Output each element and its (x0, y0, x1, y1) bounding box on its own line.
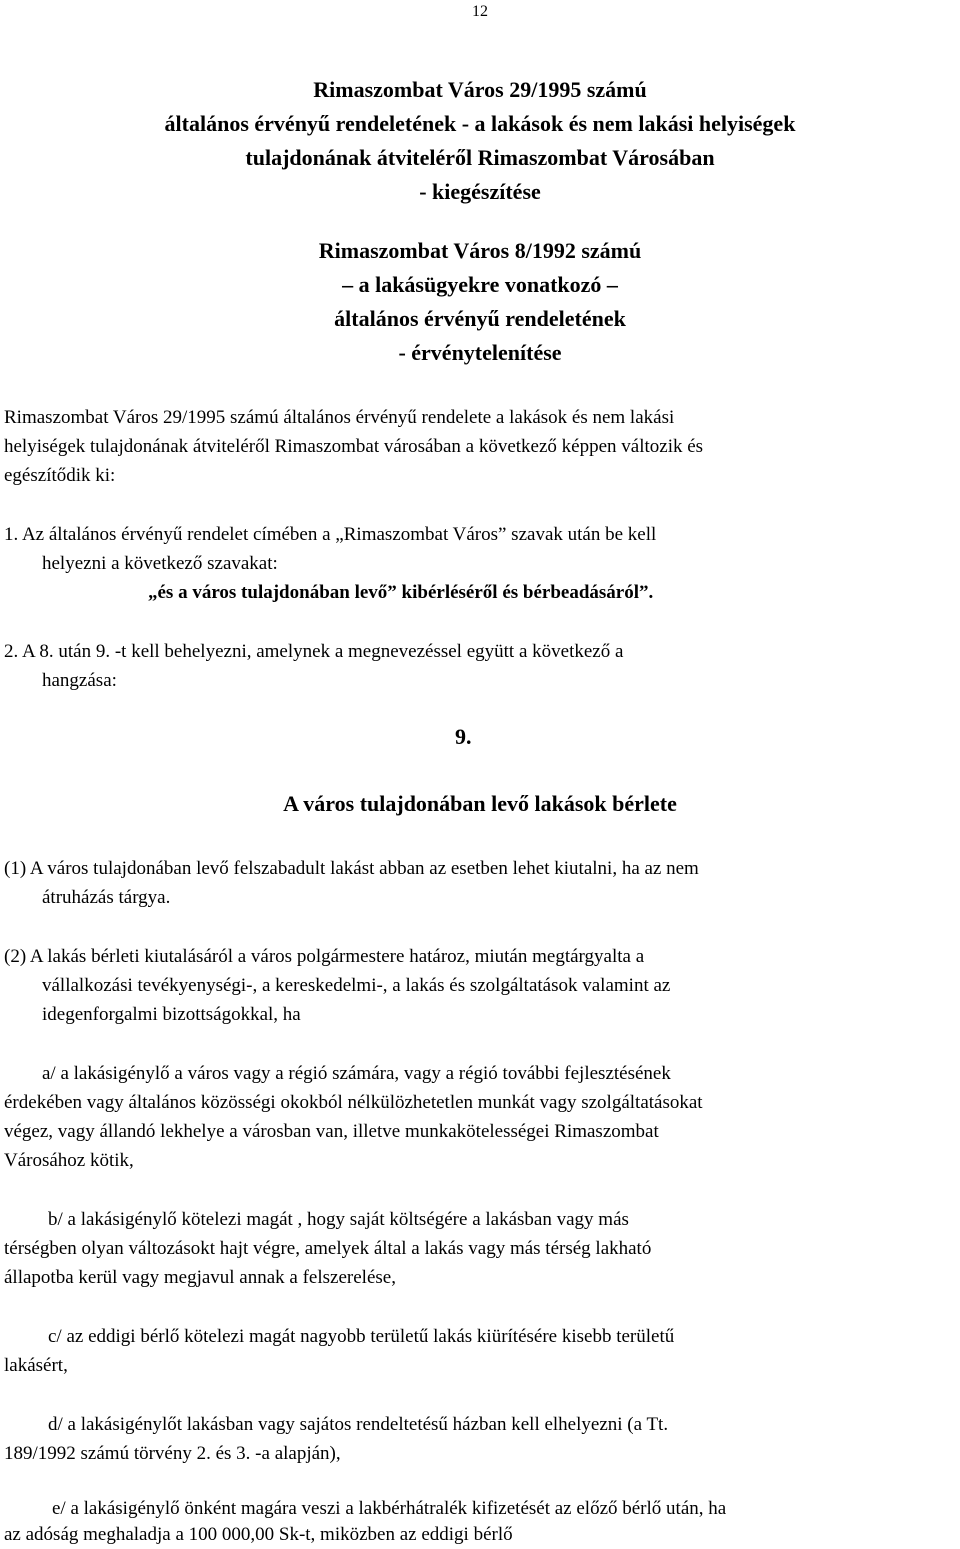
title-line: - érvénytelenítése (398, 340, 562, 365)
text-line: 189/1992 számú törvény 2. és 3. -a alapján), (4, 1443, 341, 1464)
title-line: tulajdonának átviteléről Rimaszombat Városában (245, 145, 715, 170)
title-line: Rimaszombat Város 8/1992 számú (318, 238, 642, 263)
text-line: e/ a lakásigénylő önként magára veszi a lakbérhátralék kifizetését az előző bérlő után, ha (52, 1498, 727, 1519)
title-line: - kiegészítése (419, 179, 541, 204)
text-line: az adóság meghaladja a 100 000,00 Sk-t, miközben az eddigi bérlő (4, 1524, 513, 1545)
text-line: végez, vagy állandó lekhelye a városban van, illetve munkakötelességei Rimaszombat (4, 1121, 659, 1142)
text-line: vállalkozási tevékyenységi-, a kereskedelmi-, a lakás és szolgáltatások valamint az (42, 975, 671, 996)
text-line: 1. Az általános érvényű rendelet címében a „Rimaszombat Város” szavak után be kell (4, 524, 657, 545)
text-line: b/ a lakásigénylő kötelezi magát , hogy saját költségére a lakásban vagy más (48, 1209, 629, 1230)
text-line: átruházás tárgya. (42, 887, 171, 908)
text-line: állapotba kerül vagy megjavul annak a felszerelése, (4, 1267, 396, 1288)
text-line: (2) A lakás bérleti kiutalásáról a város polgármestere határoz, miután megtárgyalta a (4, 946, 645, 967)
page-number: 12 (472, 3, 488, 20)
inserted-words: „és a város tulajdonában levő” kibérléséről és bérbeadásáról”. (148, 582, 654, 603)
text-line: érdekében vagy általános közösségi okokból nélkülözhetetlen munkát vagy szolgáltatásokat (4, 1092, 703, 1113)
text-line: idegenforgalmi bizottságokkal, ha (42, 1004, 301, 1025)
text-line: térségben olyan változásokt hajt végre, amelyek által a lakás vagy más térség lakható (4, 1238, 652, 1259)
text-line: egészítődik ki: (4, 465, 116, 486)
section-number: 9. (455, 724, 472, 749)
text-line: lakásért, (4, 1355, 68, 1376)
text-line: helyezni a következő szavakat: (42, 553, 278, 574)
title-line: általános érvényű rendeletének - a lakások és nem lakási helyiségek (164, 111, 796, 136)
text-line: c/ az eddigi bérlő kötelezi magát nagyobb területű lakás kiürítésére kisebb területű (48, 1326, 675, 1347)
text-line: d/ a lakásigénylőt lakásban vagy sajátos rendeltetésű házban kell elhelyezni (a Tt. (48, 1414, 669, 1435)
text-line: (1) A város tulajdonában levő felszabadult lakást abban az esetben lehet kiutalni, ha az nem (4, 858, 699, 879)
title-line: Rimaszombat Város 29/1995 számú (313, 77, 647, 102)
text-line: a/ a lakásigénylő a város vagy a régió számára, vagy a régió további fejlesztésének (42, 1063, 671, 1084)
text-line: 2. A 8. után 9. -t kell behelyezni, amelynek a megnevezéssel együtt a következő a (4, 641, 624, 662)
text-line: Rimaszombat Város 29/1995 számú általános érvényű rendelete a lakások és nem lakási (4, 407, 675, 428)
text-line: helyiségek tulajdonának átviteléről Rimaszombat városában a következő képpen változik és (4, 436, 704, 457)
text-line: Városához kötik, (4, 1150, 134, 1171)
title-line: általános érvényű rendeletének (334, 306, 626, 331)
section-title: A város tulajdonában levő lakások bérlete (283, 791, 677, 816)
text-line: hangzása: (42, 670, 117, 691)
title-line: – a lakásügyekre vonatkozó – (342, 272, 618, 297)
